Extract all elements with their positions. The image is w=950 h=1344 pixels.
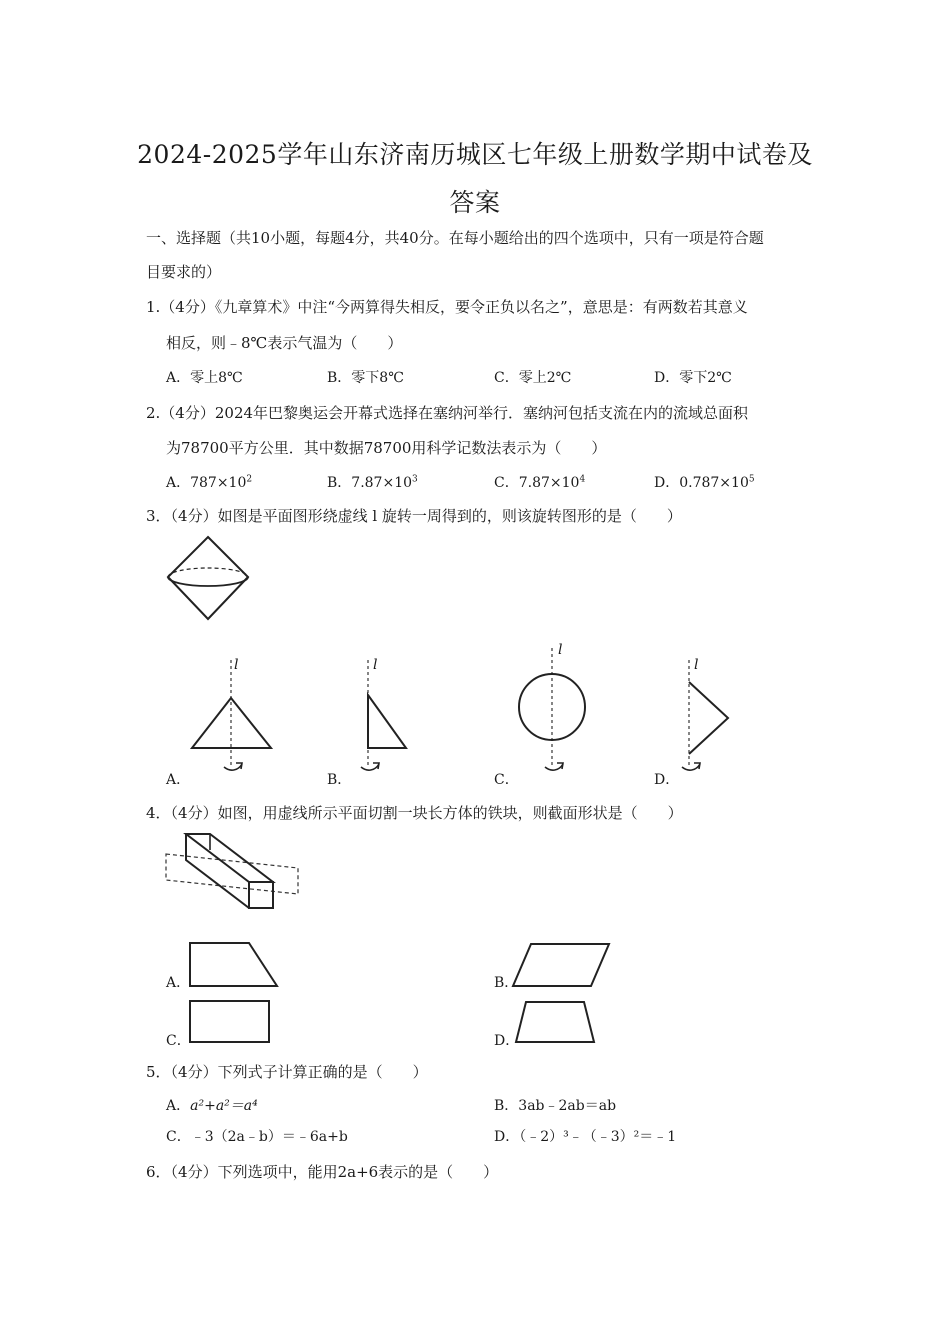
question-4-figure-b bbox=[508, 938, 618, 990]
section-heading: 一、选择题（共10小题，每题4分，共40分。在每小题给出的四个选项中，只有一项是符合题 bbox=[146, 229, 764, 247]
question-4-cuboid-figure bbox=[160, 828, 305, 918]
question-3-axis-label-a: l bbox=[234, 657, 239, 673]
question-2-text-cont: 为78700平方公里．其中数据78700用科学记数法表示为（ ） bbox=[166, 439, 607, 457]
question-4-option-c: C． bbox=[166, 1033, 191, 1049]
page-title-line2: 答案 bbox=[449, 188, 501, 217]
question-3-axis-label-c: l bbox=[558, 642, 563, 658]
question-3-solid-figure bbox=[160, 530, 260, 630]
question-3-figure-c bbox=[510, 640, 620, 780]
question-3-option-c: C． bbox=[494, 772, 519, 788]
question-4-text: 4．（4分）如图，用虚线所示平面切割一块长方体的铁块，则截面形状是（ ） bbox=[146, 804, 683, 822]
question-3-figure-d bbox=[670, 650, 780, 780]
question-2-option-d: D．$0.787\times 10^5$ bbox=[654, 474, 755, 491]
question-2-option-a: A．$787\times 10^2$ bbox=[166, 474, 253, 491]
question-2-option-c: C．$7.87\times 10^4$ bbox=[494, 474, 586, 491]
question-1-text: 1.（4分）《九章算术》中注“今两算得失相反，要令正负以名之”，意思是：有两数若其意义 bbox=[146, 298, 748, 316]
page-title-line1: 2024-2025学年山东济南历城区七年级上册数学期中试卷及 bbox=[137, 140, 813, 169]
question-3-option-a: A． bbox=[166, 772, 191, 788]
question-3-option-d: D． bbox=[654, 772, 680, 788]
question-1-text-cont: 相反，则﹣8℃表示气温为（ ） bbox=[166, 334, 403, 352]
question-5-option-c: C．﹣3（2a﹣b）＝﹣6a+b bbox=[166, 1129, 348, 1145]
question-5-option-b: B．3ab﹣2ab＝ab bbox=[494, 1098, 617, 1114]
question-1-option-a: A．零上8℃ bbox=[166, 370, 243, 386]
question-3-figure-b bbox=[340, 650, 450, 780]
question-6-text: 6．（4分）下列选项中，能用2a+6表示的是（ ） bbox=[146, 1163, 499, 1181]
question-3-axis-label-d: l bbox=[694, 657, 699, 673]
question-2-option-b: B．$7.87\times 10^3$ bbox=[327, 474, 418, 491]
question-3-option-b: B． bbox=[327, 772, 352, 788]
question-5-text: 5．（4分）下列式子计算正确的是（ ） bbox=[146, 1063, 428, 1081]
section-heading-cont: 目要求的） bbox=[146, 263, 222, 281]
question-4-option-a: A． bbox=[166, 975, 191, 991]
question-4-option-b: B． bbox=[494, 975, 519, 991]
question-5-option-d: D．（﹣2）³﹣（﹣3）²＝﹣1 bbox=[494, 1129, 677, 1145]
question-3-axis-label-b: l bbox=[373, 657, 378, 673]
question-4-figure-a bbox=[185, 938, 285, 990]
question-1-option-d: D．零下2℃ bbox=[654, 370, 732, 386]
question-3-text: 3．（4分）如图是平面图形绕虚线 l 旋转一周得到的，则该旋转图形的是（ ） bbox=[146, 507, 682, 525]
question-2-text: 2.（4分）2024年巴黎奥运会开幕式选择在塞纳河举行．塞纳河包括支流在内的流域总面积 bbox=[146, 404, 749, 422]
question-5-option-a: A．a²+a²＝a⁴ bbox=[166, 1098, 258, 1114]
question-1-option-c: C．零上2℃ bbox=[494, 370, 572, 386]
question-1-option-b: B．零下8℃ bbox=[327, 370, 404, 386]
question-4-figure-c bbox=[185, 996, 277, 1048]
question-4-figure-d bbox=[510, 996, 605, 1048]
question-4-option-d: D． bbox=[494, 1033, 520, 1049]
